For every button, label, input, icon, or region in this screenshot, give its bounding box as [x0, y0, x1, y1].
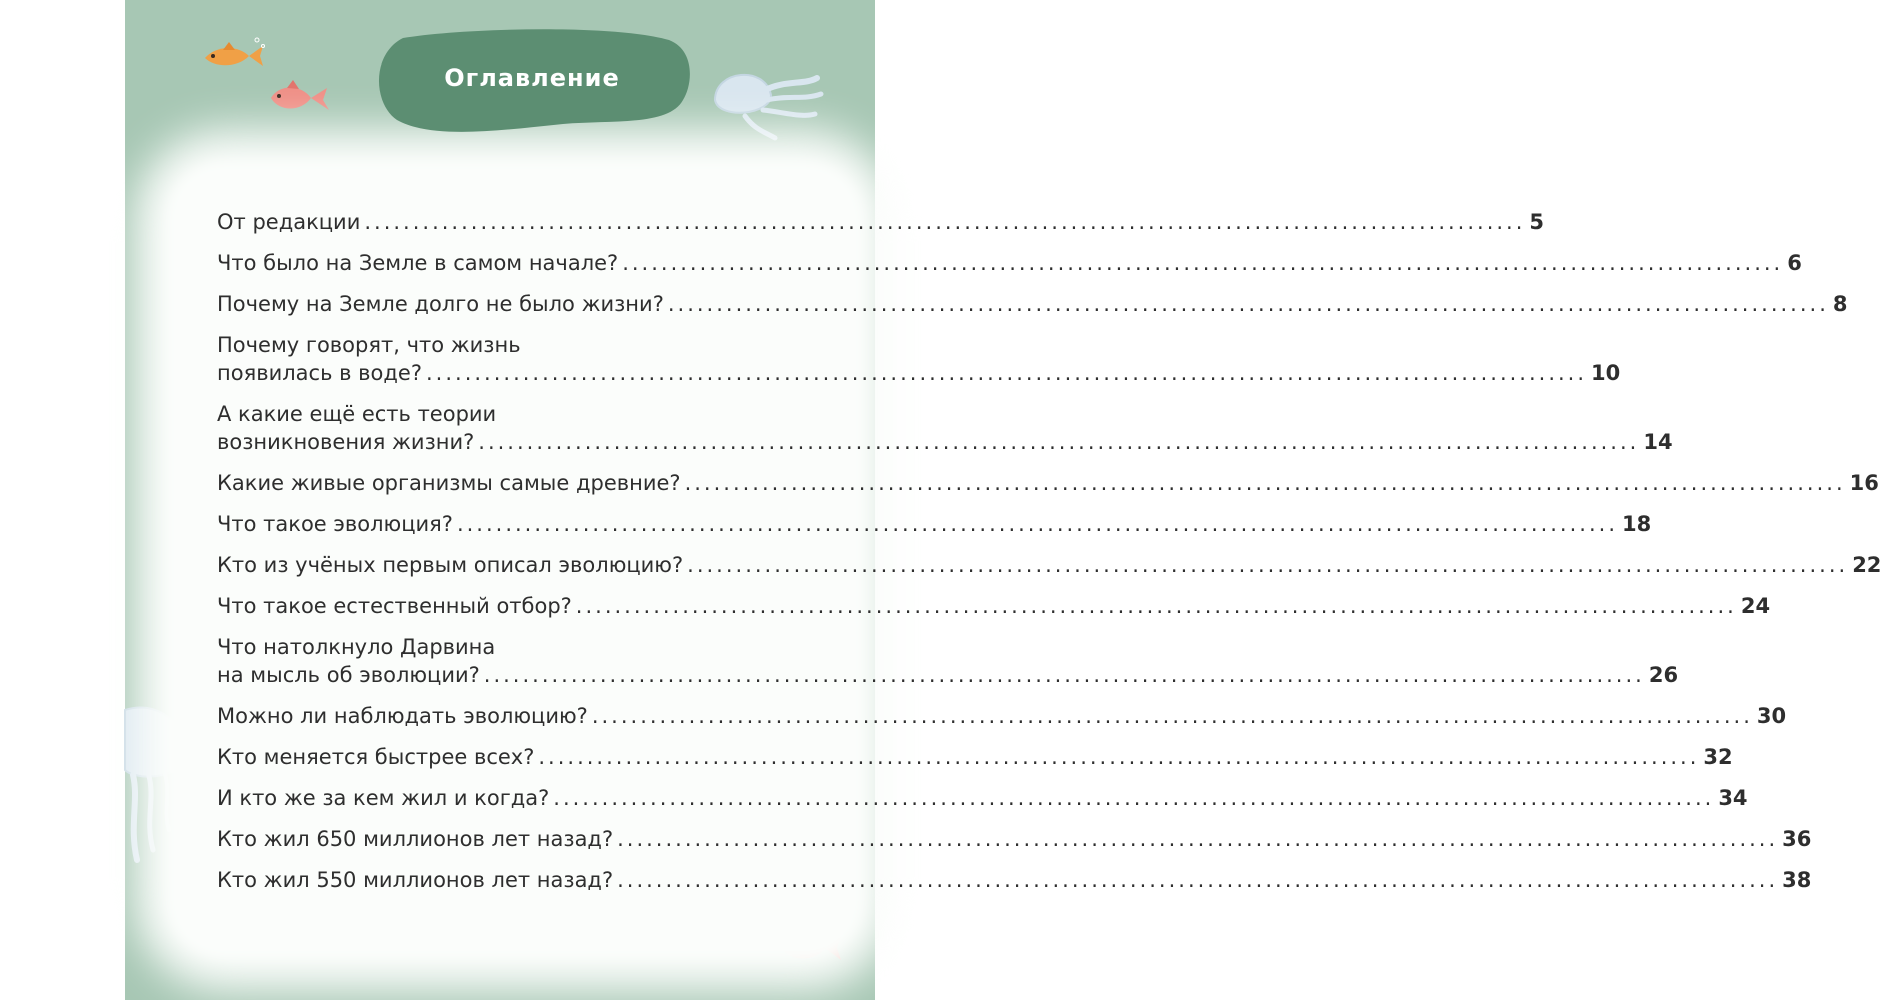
toc-entry[interactable]: [217, 825, 1812, 853]
toc-entry-line: [217, 784, 1748, 812]
toc-entry-line: [217, 825, 1812, 853]
toc-entry-title: Кто жил 550 миллионов лет назад?: [217, 868, 614, 892]
toc-entry-title: Можно ли наблюдать эволюцию?: [217, 704, 588, 728]
toc-page-number: 6: [1787, 251, 1802, 275]
toc-entry-title: Кто жил 650 миллионов лет назад?: [217, 827, 614, 851]
toc-entry[interactable]: [217, 208, 1545, 236]
toc-page-number: 14: [1643, 430, 1673, 454]
toc-page-number: 32: [1703, 745, 1733, 769]
title-banner: [373, 28, 691, 138]
toc-entry[interactable]: [217, 633, 1679, 689]
book-page: [125, 0, 1881, 1000]
toc-entry-line: [217, 702, 1787, 730]
toc-page-number: 5: [1529, 210, 1545, 234]
toc-entry[interactable]: [217, 592, 1771, 620]
toc-page-number: 22: [1852, 553, 1881, 577]
toc-entry[interactable]: [217, 249, 1802, 277]
dot-leader: ........................................................................................................................: [426, 361, 1588, 385]
toc-entry-title: Почему на Земле долго не было жизни?: [217, 292, 664, 316]
toc-entry-line: [217, 290, 1848, 318]
dot-leader: ........................................................................................................................: [364, 210, 1526, 234]
dot-leader: ........................................................................................................................: [478, 430, 1640, 454]
toc-entry-line: [217, 208, 1545, 236]
dot-leader: ........................................................................................................................: [684, 471, 1846, 495]
toc-entry[interactable]: [217, 743, 1733, 771]
toc-entry[interactable]: [217, 551, 1881, 579]
dot-leader: ........................................................................................................................: [591, 704, 1753, 728]
dot-leader: ........................................................................................................................: [575, 594, 1737, 618]
toc-page-number: 24: [1740, 594, 1771, 618]
toc-page-number: 18: [1622, 512, 1652, 536]
toc-entry-title: на мысль об эволюции?: [217, 663, 480, 687]
toc-entry-title: возникновения жизни?: [217, 430, 475, 454]
toc-entry[interactable]: [217, 866, 1812, 894]
toc-entry[interactable]: [217, 469, 1879, 497]
toc-entry-line: [217, 592, 1771, 620]
toc-entry-title: Что такое эволюция?: [217, 512, 453, 536]
toc-entry[interactable]: [217, 331, 1621, 387]
toc-page-number: 36: [1782, 827, 1812, 851]
toc-entry-title: И кто же за кем жил и когда?: [217, 786, 550, 810]
toc-entry[interactable]: [217, 400, 1673, 456]
toc-page-number: 10: [1591, 361, 1621, 385]
toc-entry-title-line: Почему говорят, что жизнь: [217, 333, 521, 357]
toc-entry-line: [217, 359, 1621, 387]
page-title: Оглавление: [444, 64, 620, 92]
toc-entry-line: [217, 866, 1812, 894]
toc-entry-title: Какие живые организмы самые древние?: [217, 471, 681, 495]
toc-page-number: 38: [1782, 868, 1812, 892]
toc-entry-line: [217, 551, 1881, 579]
toc-entry-title: Что было на Земле в самом начале?: [217, 251, 619, 275]
dot-leader: ........................................................................................................................: [617, 868, 1779, 892]
toc-entry-title: появилась в воде?: [217, 361, 422, 385]
dot-leader: ........................................................................................................................: [667, 292, 1829, 316]
toc-entry-line: [217, 249, 1802, 277]
dot-leader: ........................................................................................................................: [687, 553, 1849, 577]
toc-entry-title: Что такое естественный отбор?: [217, 594, 572, 618]
toc-entry-title: Кто меняется быстрее всех?: [217, 745, 535, 769]
toc-entry[interactable]: [217, 510, 1652, 538]
dot-leader: ........................................................................................................................: [483, 663, 1645, 687]
dot-leader: ........................................................................................................................: [538, 745, 1700, 769]
toc-page-number: 16: [1849, 471, 1879, 495]
fish-icon: [197, 36, 267, 76]
table-of-contents: [217, 208, 1881, 907]
toc-entry-line: [217, 743, 1733, 771]
dot-leader: ........................................................................................................................: [617, 827, 1779, 851]
toc-entry-line: [217, 469, 1879, 497]
toc-entry-line: [217, 510, 1652, 538]
toc-entry-title-line: А какие ещё есть теории: [217, 402, 497, 426]
dot-leader: ........................................................................................................................: [553, 786, 1715, 810]
toc-page-number: 26: [1648, 663, 1679, 687]
toc-entry-line: [217, 661, 1679, 689]
toc-page-number: 8: [1832, 292, 1848, 316]
toc-entry-title-line: Что натолкнуло Дарвина: [217, 635, 496, 659]
toc-entry-line: [217, 428, 1673, 456]
toc-entry[interactable]: [217, 290, 1848, 318]
toc-page-number: 30: [1756, 704, 1787, 728]
toc-entry-title: Кто из учёных первым описал эволюцию?: [217, 553, 684, 577]
dot-leader: ........................................................................................................................: [622, 251, 1784, 275]
toc-entry-title: От редакции: [217, 210, 361, 234]
jellyfish-icon: [705, 60, 825, 150]
toc-page-number: 34: [1718, 786, 1748, 810]
toc-entry[interactable]: [217, 702, 1787, 730]
dot-leader: ........................................................................................................................: [456, 512, 1618, 536]
toc-entry[interactable]: [217, 784, 1748, 812]
fish-icon: [265, 76, 331, 122]
